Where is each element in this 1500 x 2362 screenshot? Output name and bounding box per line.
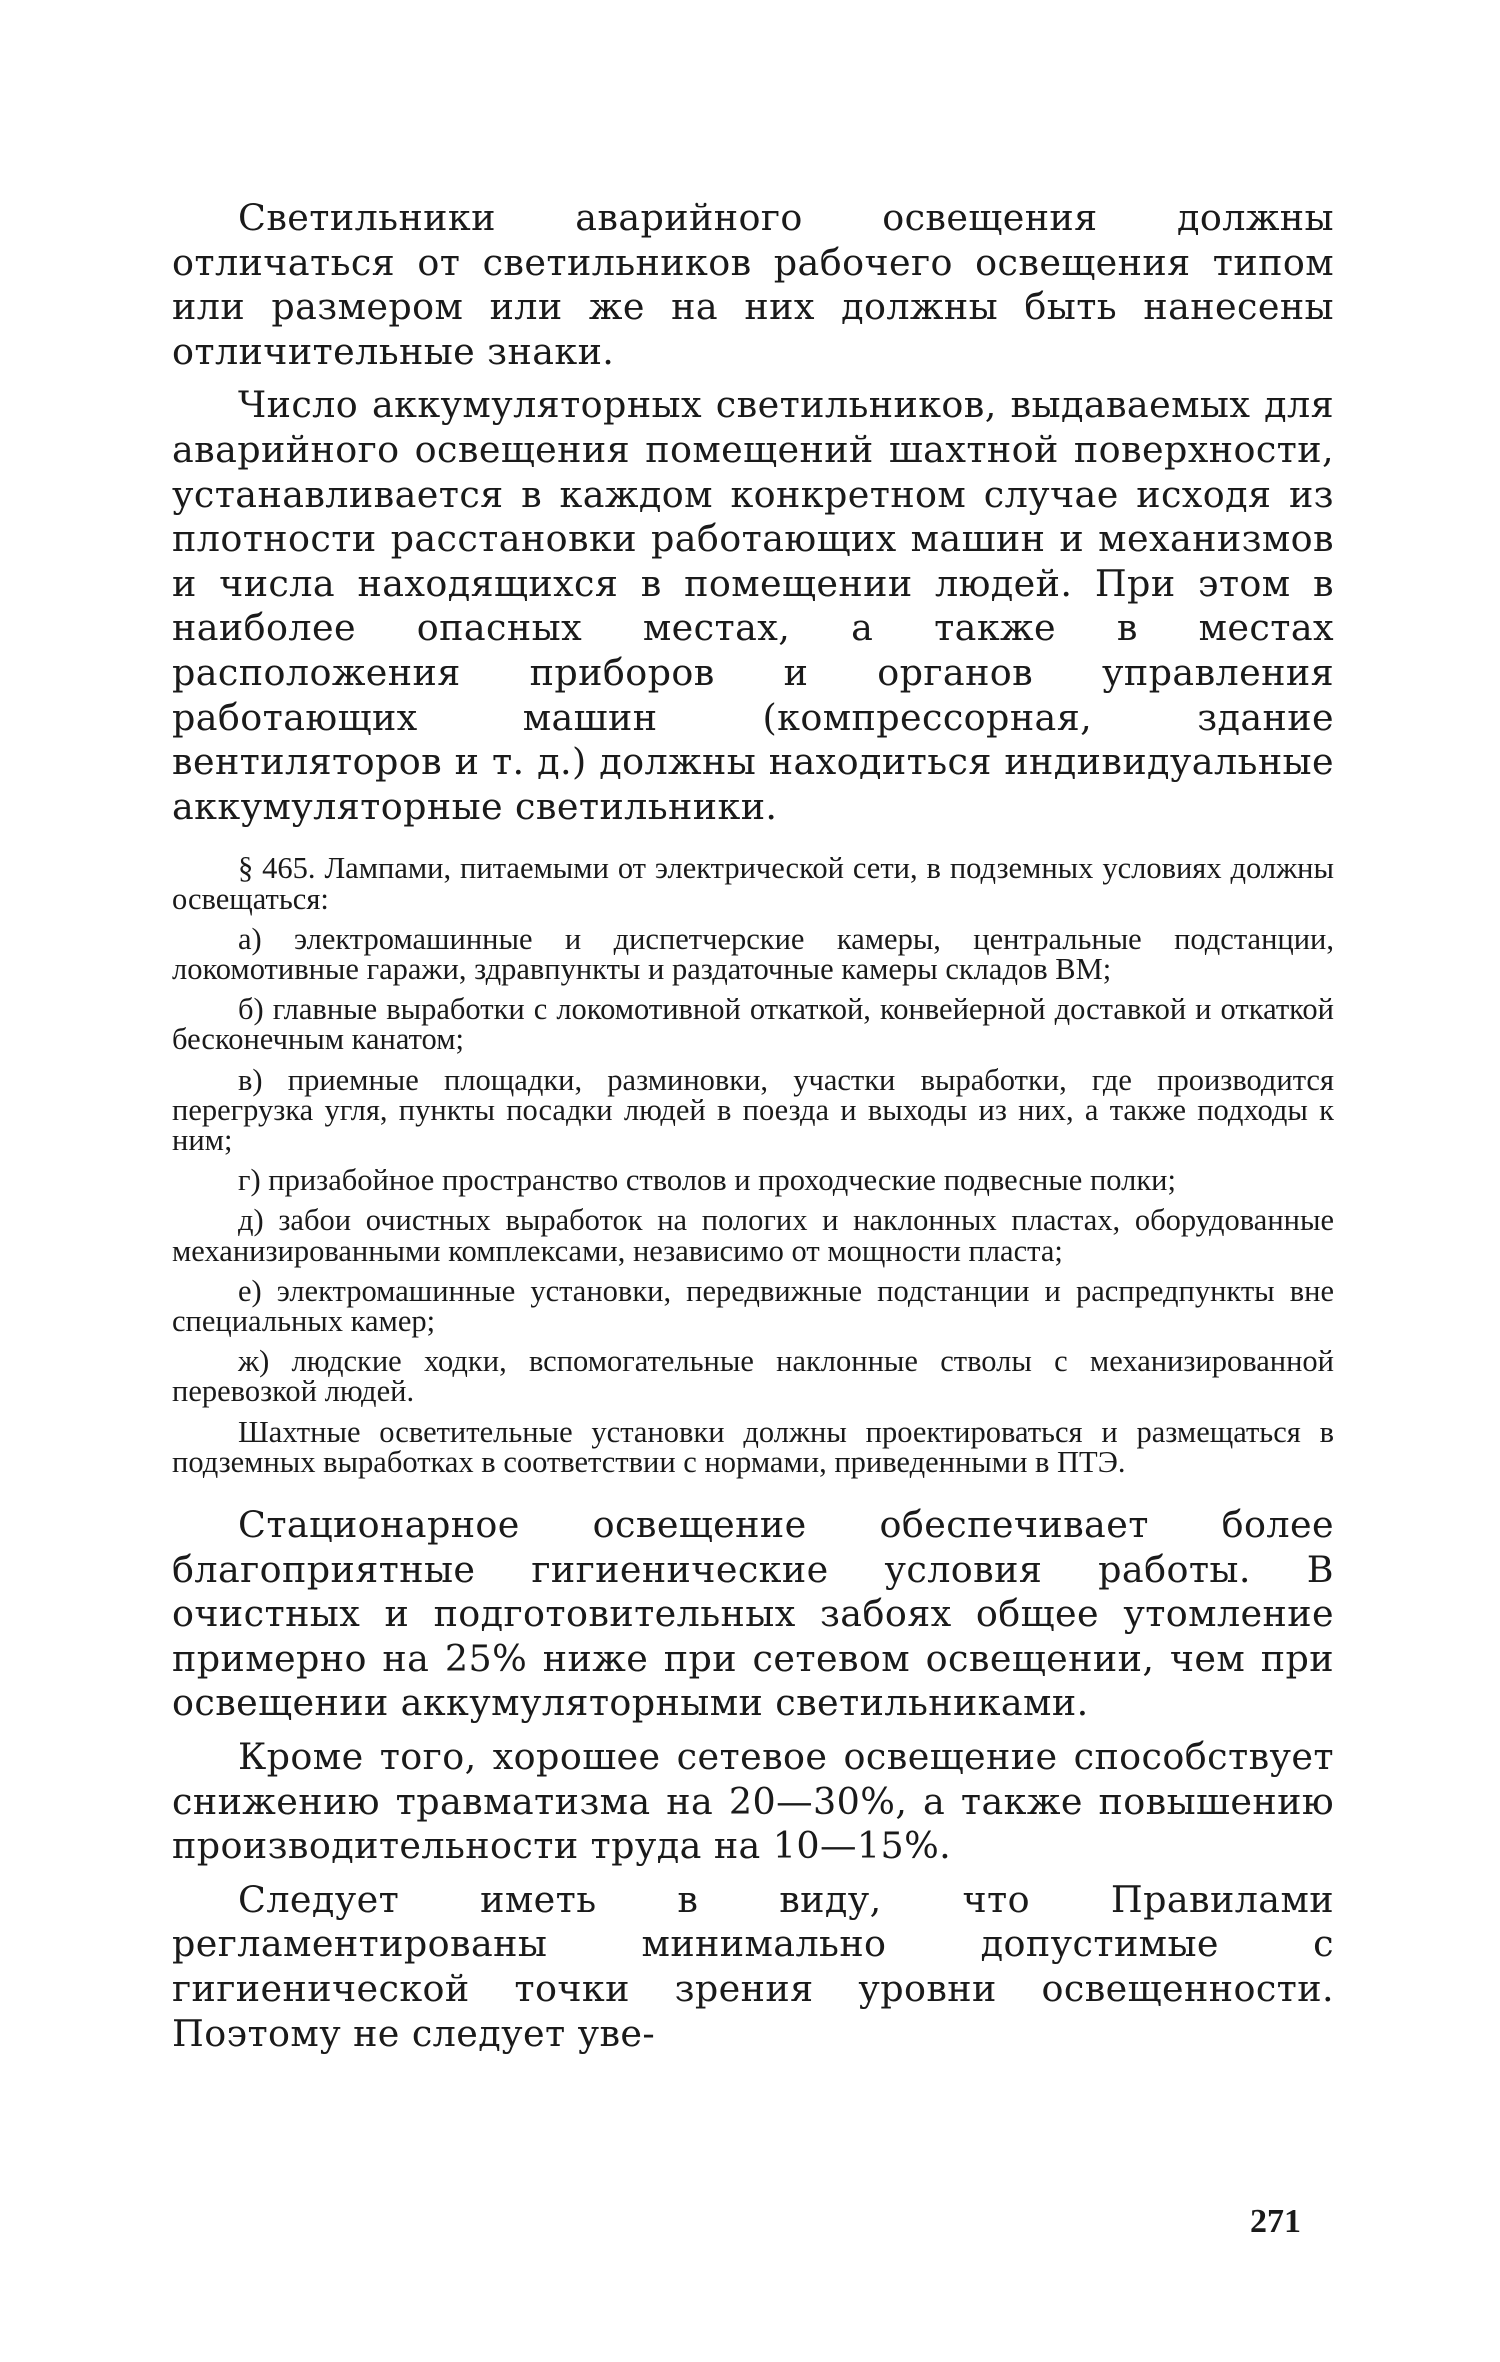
page-body xyxy=(172,196,1334,2065)
rule-465-item-b: б) главные выработки с локомотивной откаткой, конвейерной доставкой и откаткой бесконечным канатом; xyxy=(172,992,1334,1057)
paragraph-stationary-lighting: Стационарное освещение обеспечивает более благоприятные гигиенические условия работы. В очистных и подготовительных забоях общее утомление примерно на 25% ниже при сетевом освещении, чем при освещении аккумуляторными светильниками. xyxy=(172,1502,1334,1725)
rule-465-item-e: е) электромашинные установки, передвижные подстанции и распредпункты вне специальных камер; xyxy=(172,1273,1334,1338)
rule-465-item-g: г) призабойное пространство стволов и проходческие подвесные полки; xyxy=(238,1163,1176,1198)
paragraph-emergency-lamps: Светильники аварийного освещения должны отличаться от светильников рабочего освещения типом или размером или же на них должны быть нанесены отличительные знаки. xyxy=(172,196,1334,373)
rule-465-closing: Шахтные осветительные установки должны проектироваться и размещаться в подземных выработках в соответствии с нормами, приведенными в ПТЭ. xyxy=(172,1414,1334,1479)
paragraph-battery-lamps: Число аккумуляторных светильников, выдаваемых для аварийного освещения помещений шахтной поверхности, устанавливается в каждом конкретном случае исходя из плотности расстановки работающих машин и механизмов и числа находящихся в помещении людей. При этом в наиболее опасных местах, а также в местах расположения приборов и органов управления работающих машин (компрессорная, здание вентиляторов и т. д.) должны находиться индивидуальные аккумуляторные светильники. xyxy=(172,383,1334,828)
paragraph-injury-reduction: Кроме того, хорошее сетевое освещение способствует снижению травматизма на 20—30%, а также повышению производительности труда на 10—15%. xyxy=(172,1734,1334,1868)
paragraph-minimum-levels: Следует иметь в виду, что Правилами регламентированы минимально допустимые с гигиенической точки зрения уровни освещенности. Поэтому не следует уве- xyxy=(172,1877,1334,2055)
rule-465-item-a: а) электромашинные и диспетчерские камеры, центральные подстанции, локомотивные гаражи, здравпункты и раздаточные камеры складов ВМ; xyxy=(172,921,1334,986)
rule-465-item-v: в) приемные площадки, разминовки, участки выработки, где производится перегрузка угля, пункты посадки людей в поезда и выходы из них, а также подходы к ним; xyxy=(172,1062,1334,1157)
rule-465-intro: § 465. Лампами, питаемыми от электрической сети, в подземных условиях должны освещаться: xyxy=(172,851,1334,916)
rule-465-item-d: д) забои очистных выработок на пологих и наклонных пластах, оборудованные механизированными комплексами, независимо от мощности пласта; xyxy=(172,1203,1334,1268)
page-number: 271 xyxy=(1250,2203,1301,2240)
rule-465-item-zh: ж) людские ходки, вспомогательные наклонные стволы с механизированной перевозкой людей. xyxy=(172,1344,1334,1409)
